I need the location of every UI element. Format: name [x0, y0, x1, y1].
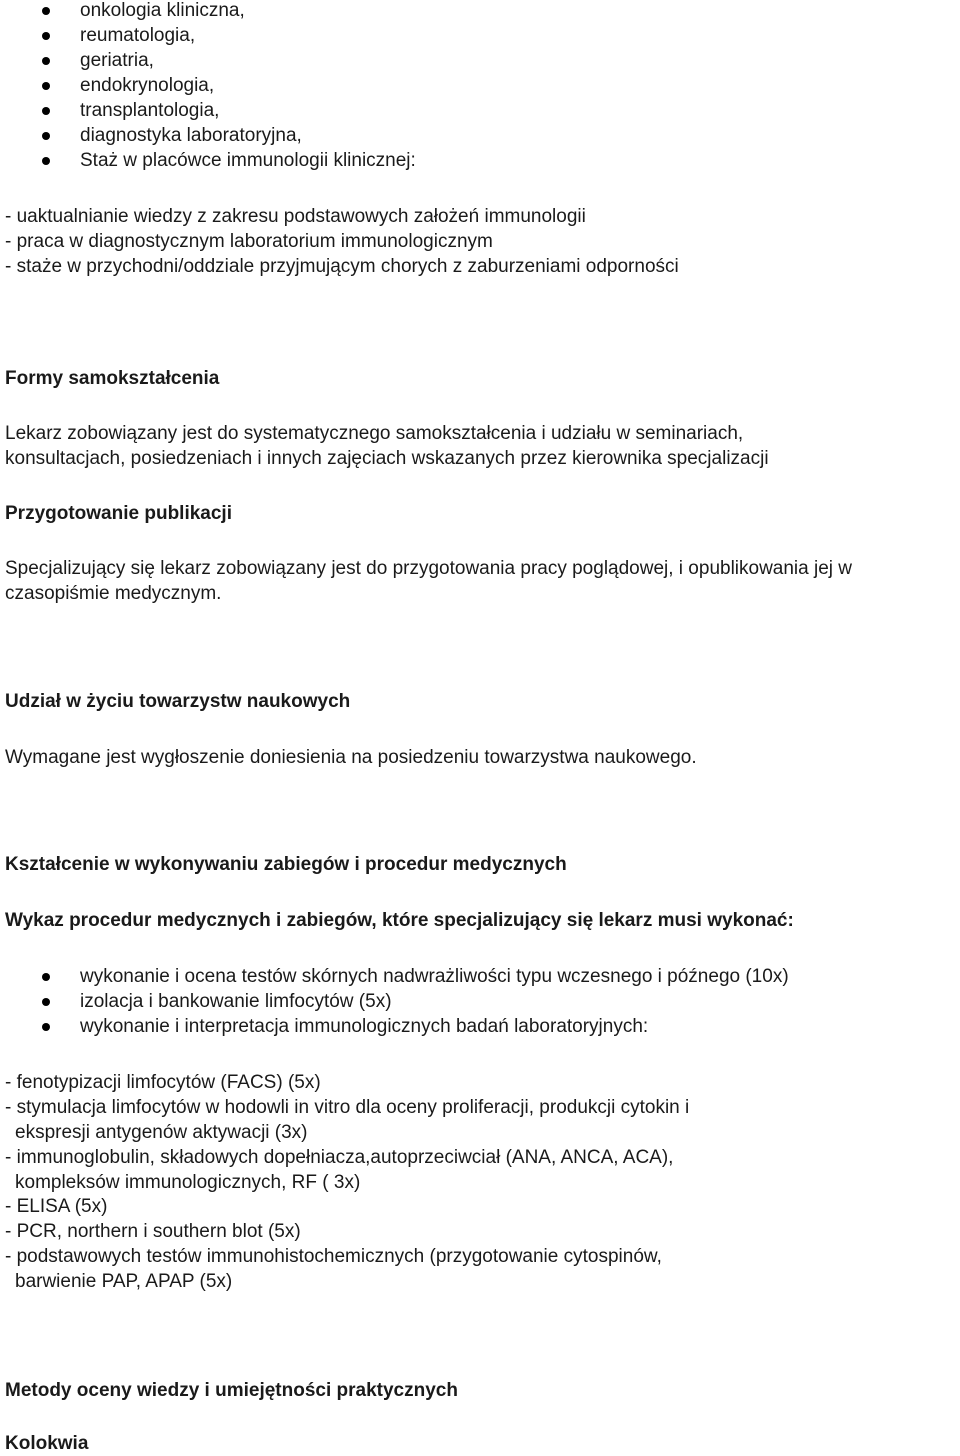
bullet-icon [42, 132, 50, 140]
list-item: - praca w diagnostycznym laboratorium immunologicznym [5, 231, 493, 252]
bullet-icon [42, 82, 50, 90]
paragraph-line: Lekarz zobowiązany jest do systematycznego samokształcenia i udziału w seminariach, [5, 423, 744, 444]
list-item: Staż w placówce immunologii klinicznej: [80, 150, 416, 171]
bullet-icon [42, 998, 50, 1006]
list-item: diagnostyka laboratoryjna, [80, 125, 302, 146]
list-item-continuation: kompleksów immunologicznych, RF ( 3x) [15, 1172, 361, 1193]
section-heading-publikacji: Przygotowanie publikacji [5, 503, 232, 524]
list-item: wykonanie i ocena testów skórnych nadwrażliwości typu wczesnego i późnego (10x) [80, 966, 789, 987]
section-heading-ksztalcenie: Kształcenie w wykonywaniu zabiegów i procedur medycznych [5, 854, 567, 875]
bullet-icon [42, 107, 50, 115]
list-item-continuation: ekspresji antygenów aktywacji (3x) [15, 1122, 308, 1143]
list-item: transplantologia, [80, 100, 220, 121]
bullet-icon [42, 973, 50, 981]
list-item: - immunoglobulin, składowych dopełniacza,autoprzeciwciał (ANA, ANCA, ACA), [5, 1147, 674, 1168]
list-item-continuation: barwienie PAP, APAP (5x) [15, 1271, 233, 1292]
list-item: - podstawowych testów immunohistochemicznych (przygotowanie cytospinów, [5, 1246, 662, 1267]
section-subheading-procedury: Wykaz procedur medycznych i zabiegów, które specjalizujący się lekarz musi wykonać: [5, 910, 794, 931]
bullet-icon [42, 57, 50, 65]
paragraph-line: czasopiśmie medycznym. [5, 583, 222, 604]
section-heading-kolokwia: Kolokwia [5, 1433, 89, 1454]
section-heading-samoksztalcenie: Formy samokształcenia [5, 368, 220, 389]
list-item: geriatria, [80, 50, 154, 71]
list-item: - fenotypizacji limfocytów (FACS) (5x) [5, 1072, 321, 1093]
list-item: reumatologia, [80, 25, 196, 46]
bullet-icon [42, 157, 50, 165]
list-item: - uaktualnianie wiedzy z zakresu podstawowych założeń immunologii [5, 206, 586, 227]
paragraph-line: Specjalizujący się lekarz zobowiązany jest do przygotowania pracy poglądowej, i opublikowania jej w [5, 558, 853, 579]
bullet-icon [42, 32, 50, 40]
list-item: - PCR, northern i southern blot (5x) [5, 1221, 301, 1242]
list-item: onkologia kliniczna, [80, 0, 245, 21]
section-heading-metody: Metody oceny wiedzy i umiejętności praktycznych [5, 1380, 458, 1401]
list-item: - ELISA (5x) [5, 1196, 108, 1217]
list-item: - staże w przychodni/oddziale przyjmującym chorych z zaburzeniami odporności [5, 256, 679, 277]
paragraph-line: konsultacjach, posiedzeniach i innych zajęciach wskazanych przez kierownika specjalizacji [5, 448, 769, 469]
list-item: wykonanie i interpretacja immunologicznych badań laboratoryjnych: [80, 1016, 649, 1037]
list-item: - stymulacja limfocytów w hodowli in vitro dla oceny proliferacji, produkcji cytokin i [5, 1097, 690, 1118]
paragraph-line: Wymagane jest wygłoszenie doniesienia na posiedzeniu towarzystwa naukowego. [5, 747, 697, 768]
bullet-icon [42, 1023, 50, 1031]
section-heading-towarzystw: Udział w życiu towarzystw naukowych [5, 691, 351, 712]
list-item: izolacja i bankowanie limfocytów (5x) [80, 991, 392, 1012]
list-item: endokrynologia, [80, 75, 215, 96]
bullet-icon [42, 7, 50, 15]
